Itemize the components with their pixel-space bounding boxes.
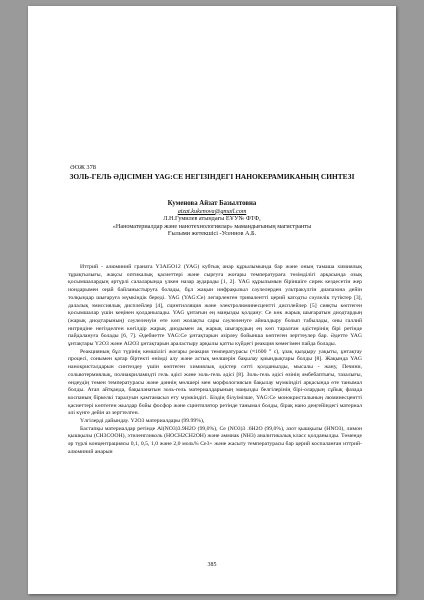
paper-body bbox=[68, 264, 362, 457]
author-supervisor: Ғылыми жетекшісі -Усеннов А.Б. bbox=[167, 230, 257, 238]
udc-code: ӘОЖ 378 bbox=[70, 164, 96, 171]
body-paragraph: Иттрий - алюминий граната Y3Al5O12 (YAG) кубтық анар құрылымында бар және оның тамаша химиялық тұрақтылығы, жақсы оптикалық қасиеттері және сырғуға жоғары температураға төзімділігі арқасында озық қосымшалардың әртүрлі салаларында үлкен назар аударады [1, 2]. YAG құрылымын біріншіге сирек кездесетін жер иондарымен оңай байланыстыруға болады, бұл жақын инфрақызыл сәулелерден ультракүлгін диапазона дейін толқындар шығаруға мүмкіндік береді. YAG (YAG:Ce) легирленген триваленттi церий катодты сәулелік түтіктер [3], далалық эмиссиялық дисплейлер [4], сцинтилляция және электролюминесценттi дисплейлер [5] сияқты көптеген қосымшалар үшін кеңінен қолданылады. YAG ұнтағын ең маңызды қолдану: Ce көк жарық шығаратын диодтардың (жарық диодтарының) сәулеленуін өте көп жолақты сары сәулеленуге айналдыру болып табылады, оны галлий нитридіне негізделген көгілдір жарық диодымен ақ жарық шығарудың ең көп таралған әдістерінің бірі ретінде пайдалануға болады [6, 7]. Әдебиетте YAG:Ce ұнтақтарын әзірлеу бойынша көптеген зерттеулер бар. Әдетте YAG ұнтақтары Y2O3 және Al2O3 ұнтақтарын араластыру арқылы қатты күйдегі реакция көмегімен пайда болады. bbox=[68, 264, 362, 348]
author-program: «Наноматериалдар және нанотехнологиялар» мамандығының магистранты bbox=[112, 222, 312, 230]
paper-title: ЗОЛЬ-ГЕЛЬ ӘДІСІМЕН YAG:CE НЕГІЗІНДЕГІ НАНОКЕРАМИКАНЫҢ СИНТЕЗІ bbox=[69, 172, 355, 181]
author-email[interactable]: aizat.kukenova@gmail.com bbox=[177, 207, 247, 215]
author-name: Куменова Айзат Базылтовна bbox=[167, 200, 257, 207]
body-paragraph: Үлгілерді дайындау. Y2O3 материалдары (99.99%), bbox=[80, 418, 205, 425]
page-number: 385 bbox=[207, 562, 217, 568]
document-page bbox=[28, 6, 396, 594]
author-affiliation: Л.Н.Гумилев атындағы ЕҰУ№ ФТФ, bbox=[163, 215, 261, 223]
author-block bbox=[68, 200, 356, 238]
body-paragraph: Реакцияның бұл түрінің кемшілігі жоғары реакция температурасы (≈1600 ° с), ұзақ қыздыру уақыты, ұнтақтау процесі, сонымен қатар біртекті өнімді алу және астық мөлшерін бақылау қиындықтары болды [8]. Жақында YAG нанокристалдарын синтездеу үшін көптеген химиялық әдістер сәтті қолданылды, мысалы - жану, Печини, сольвотермиялық, полиакриламидті гель әдісі және золь-гель әдісі [8]. Золь-гель әдісі өзінің әмбебаптығы, тазалығы, өндеудің төмен температурасы және дәннің мөлшері мен морфологиясын бақылау мүмкіндігі арқасында өте танымал болды. Атап айтқанда, бақыланатын золь-гель материалдарының маңызды белгілерінің бірі-олардың сұйық фазада коспаның біркелкі таралуын қамтамасыз ету мүмкіндігі. Біздің білуімізше, YAG:Ce монокристалының люминесценттi қасиеттерi көптеген жылдар бойы фосфор және сцинтилятор ретінде танымал болды, бірақ нано деңгейіндегі материал әлі күнге дейін аз зерттелген. bbox=[68, 348, 362, 417]
body-paragraph: Бастапқы материалдар ретінде Al(NO3)3.9H2O (99,0%), Ce (NO3)3 .6H2O (99,0%), азот қышқылы (HNO3), лимон қышқылы (CH3COOH), этиленгликоль (HOCH2CH2OH) және аммиак (NH3) аналитикалық класс қолданылды. Төменде әр түрлі концентрациясы 0,1, 0,5, 1,0 және 2,0 моль% Ce3+ және жасыту температурасы бар церий коспаланған иттрий-алюминий анарын bbox=[68, 425, 362, 455]
